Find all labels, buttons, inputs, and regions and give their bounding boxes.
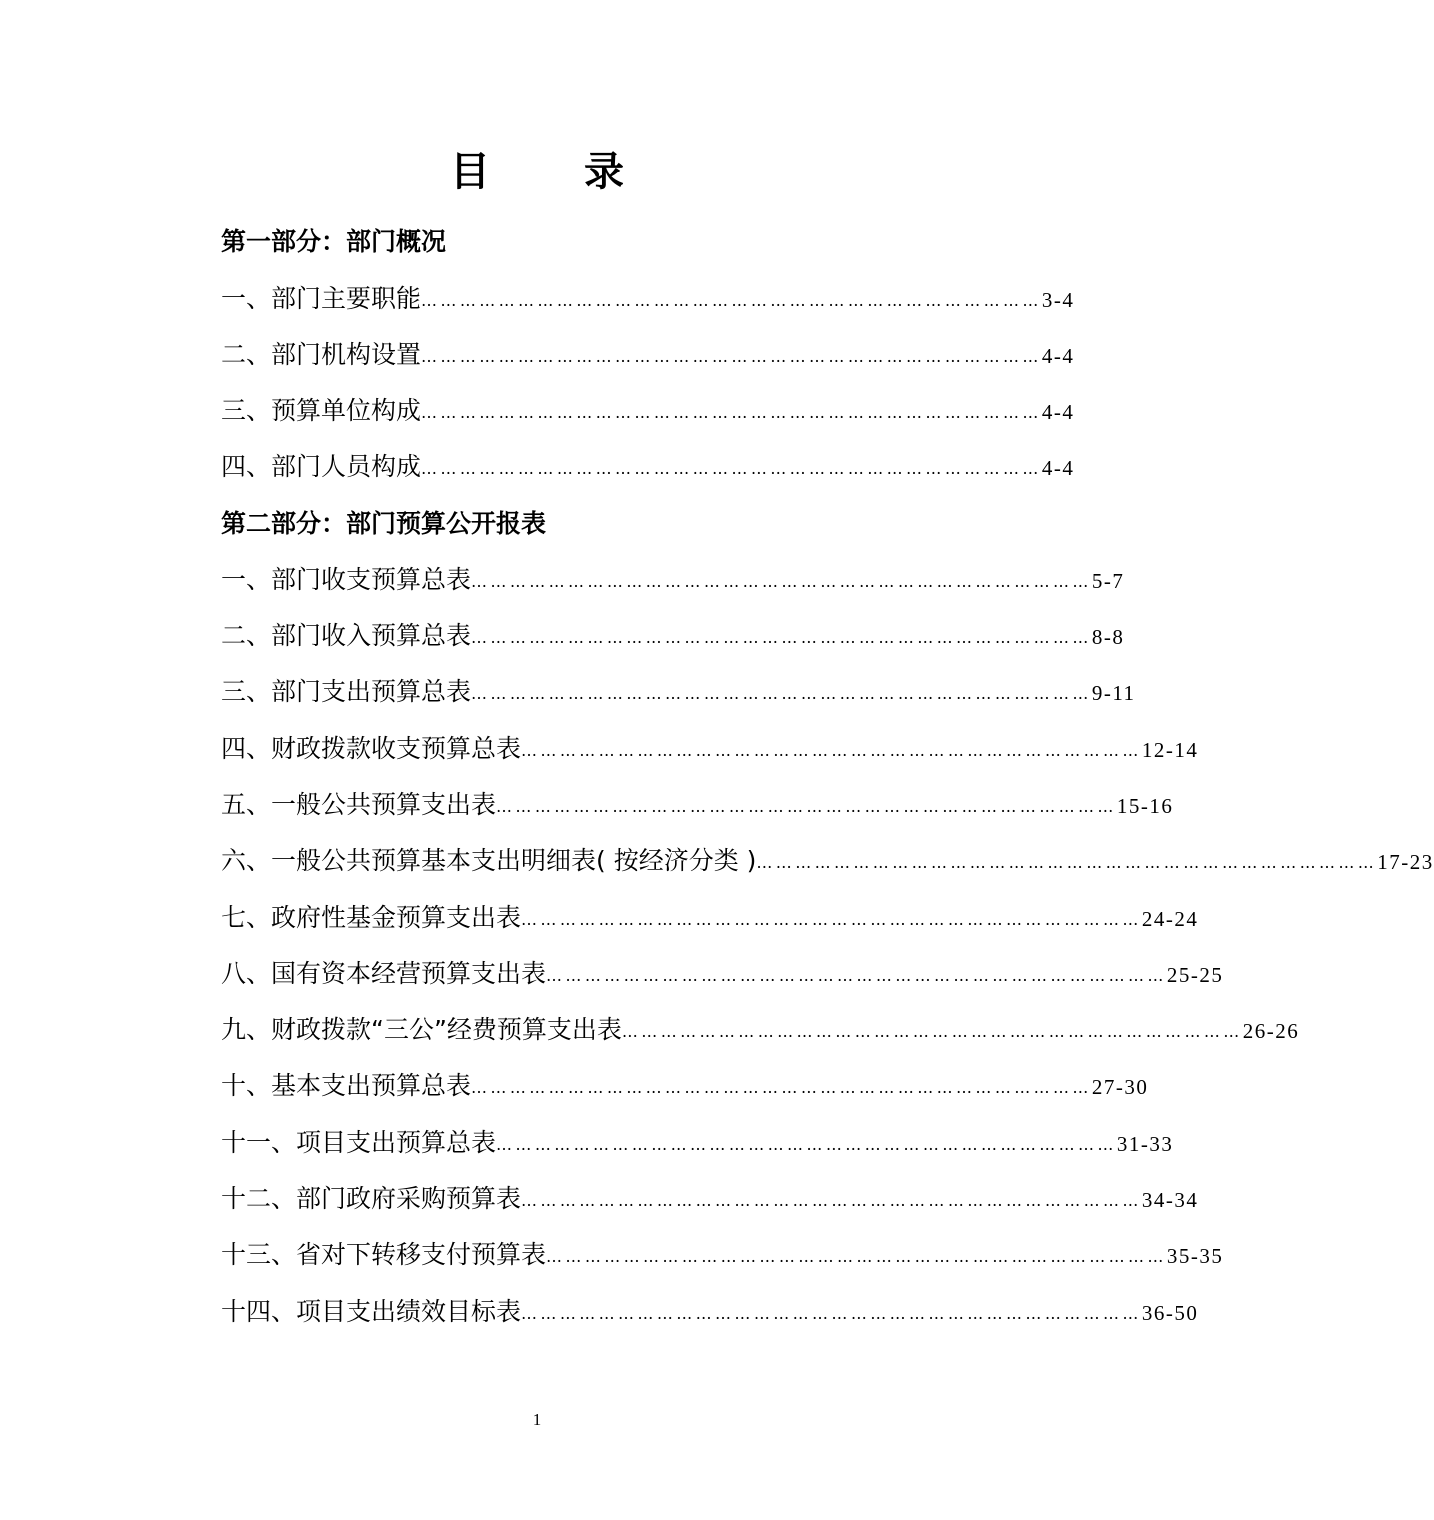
toc-entry-pages: 24-24	[1141, 907, 1199, 931]
toc-leader-dots: ……………………………………………………………………………………	[521, 1304, 1142, 1323]
toc-entry-pages: 25-25	[1166, 963, 1224, 987]
toc-leader-dots: ……………………………………………………………………………………	[471, 628, 1092, 647]
toc-entry-pages: 5-7	[1091, 569, 1125, 593]
toc-leader-dots: ……………………………………………………………………………………	[546, 966, 1167, 985]
toc-entry-pages: 8-8	[1091, 625, 1125, 649]
toc-entry-label: 四、财政拨款收支预算总表	[221, 734, 522, 763]
toc-entry-label: 六、一般公共预算基本支出明细表( 按经济分类 )	[221, 846, 757, 875]
toc-entry-label: 四、部门人员构成	[221, 452, 422, 481]
toc-entry-label: 七、政府性基金预算支出表	[221, 903, 522, 932]
toc-leader-dots: ……………………………………………………………………………………	[756, 853, 1378, 872]
toc-leader-dots: ……………………………………………………………………………………	[471, 684, 1092, 703]
toc-leader-dots: ……………………………………………………………………………………	[496, 1135, 1117, 1154]
toc-leader-dots: ……………………………………………………………………………………	[621, 1022, 1243, 1041]
toc-leader-dots: ……………………………………………………………………………………	[421, 403, 1042, 422]
toc-entry[interactable]	[221, 788, 1174, 822]
toc-entry-label: 十四、项目支出绩效目标表	[221, 1297, 522, 1326]
toc-entry-pages: 34-34	[1141, 1188, 1199, 1212]
toc-entry[interactable]	[221, 1126, 1174, 1160]
toc-entry-label: 十三、省对下转移支付预算表	[221, 1240, 547, 1269]
toc-leader-dots: ……………………………………………………………………………………	[421, 459, 1042, 478]
page-number: 1	[532, 1410, 542, 1429]
toc-entry[interactable]	[221, 394, 1075, 428]
toc-entry-label: 九、财政拨款“三公”经费预算支出表	[221, 1015, 622, 1044]
toc-entry[interactable]	[221, 901, 1199, 935]
toc-entry[interactable]	[221, 1295, 1199, 1329]
toc-leader-dots: ……………………………………………………………………………………	[521, 910, 1142, 929]
toc-entry-pages: 27-30	[1091, 1075, 1149, 1099]
toc-leader-dots: ……………………………………………………………………………………	[471, 572, 1092, 591]
toc-entry[interactable]	[221, 282, 1075, 316]
toc-leader-dots: ……………………………………………………………………………………	[546, 1247, 1167, 1266]
toc-entry-pages: 4-4	[1041, 456, 1075, 480]
toc-entry-label: 十一、项目支出预算总表	[221, 1128, 497, 1157]
toc-entry-pages: 15-16	[1116, 794, 1174, 818]
toc-entry-pages: 4-4	[1041, 400, 1075, 424]
toc-entry-pages: 12-14	[1141, 738, 1199, 762]
toc-entry[interactable]	[221, 844, 1434, 878]
toc-entry[interactable]	[221, 338, 1075, 372]
toc-entry-pages: 36-50	[1141, 1301, 1199, 1325]
toc-entry-pages: 3-4	[1041, 288, 1075, 312]
toc-leader-dots: ……………………………………………………………………………………	[421, 347, 1042, 366]
toc-entry-pages: 4-4	[1041, 344, 1075, 368]
toc-entry-label: 二、部门机构设置	[221, 340, 422, 369]
toc-entry-pages: 9-11	[1091, 681, 1136, 705]
toc-entry-label: 一、部门收支预算总表	[221, 565, 472, 594]
toc-entry-label: 二、部门收入预算总表	[221, 621, 472, 650]
toc-entry[interactable]	[221, 1013, 1300, 1047]
toc-entry[interactable]	[221, 619, 1125, 653]
toc-entry-pages: 26-26	[1242, 1019, 1300, 1043]
toc-entry-label: 八、国有资本经营预算支出表	[221, 959, 547, 988]
toc-entry-label: 五、一般公共预算支出表	[221, 790, 497, 819]
toc-entry-label: 三、预算单位构成	[221, 396, 422, 425]
toc-entry-pages: 35-35	[1166, 1244, 1224, 1268]
toc-entry-label: 一、部门主要职能	[221, 284, 422, 313]
toc-entry[interactable]	[221, 1182, 1199, 1216]
toc-entry-label: 十、基本支出预算总表	[221, 1071, 472, 1100]
toc-entry-pages: 17-23	[1377, 850, 1434, 874]
toc-entry[interactable]	[221, 1238, 1224, 1272]
toc-leader-dots: ……………………………………………………………………………………	[521, 741, 1142, 760]
section-heading-part-two: 第二部分：部门预算公开报表	[221, 509, 547, 538]
toc-leader-dots: ……………………………………………………………………………………	[421, 291, 1042, 310]
toc-entry[interactable]	[221, 450, 1075, 484]
toc-entry[interactable]	[221, 732, 1199, 766]
toc-leader-dots: ……………………………………………………………………………………	[496, 797, 1117, 816]
toc-leader-dots: ……………………………………………………………………………………	[521, 1191, 1142, 1210]
toc-entry-label: 十二、部门政府采购预算表	[221, 1184, 522, 1213]
section-heading-part-one: 第一部分：部门概况	[221, 227, 447, 256]
toc-leader-dots: ……………………………………………………………………………………	[471, 1078, 1092, 1097]
toc-entry[interactable]	[221, 1069, 1149, 1103]
toc-entry-pages: 31-33	[1116, 1132, 1174, 1156]
toc-entry[interactable]	[221, 957, 1224, 991]
toc-entry[interactable]	[221, 675, 1136, 709]
toc-title: 目 录	[450, 149, 664, 195]
toc-entry-label: 三、部门支出预算总表	[221, 677, 472, 706]
toc-entry[interactable]	[221, 563, 1125, 597]
